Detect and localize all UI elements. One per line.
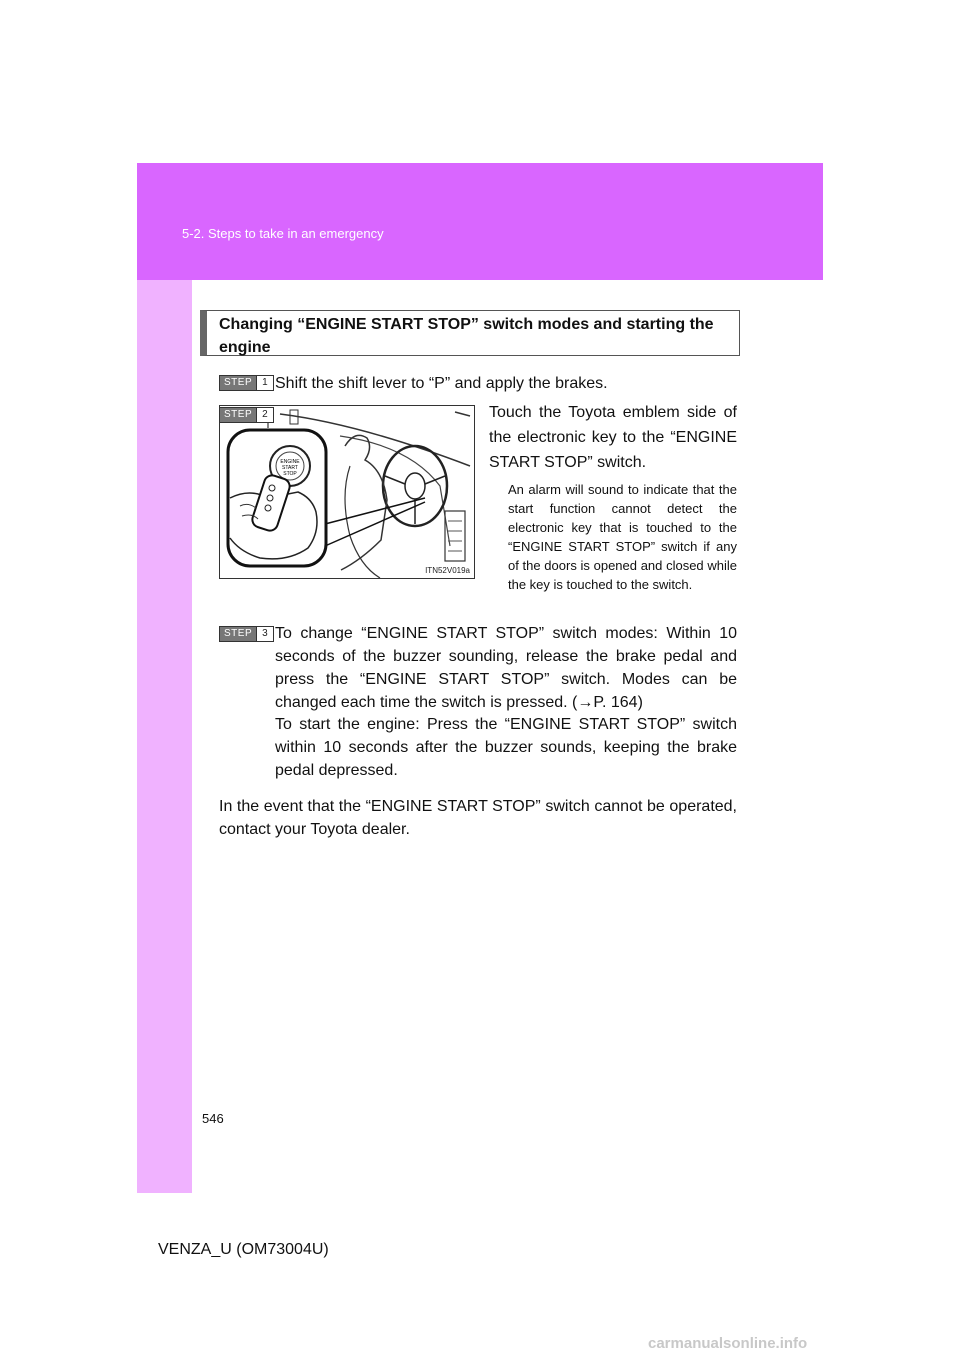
side-band bbox=[137, 280, 192, 1193]
step-number: 3 bbox=[256, 627, 273, 641]
step-3-extra: To start the engine: Press the “ENGINE START STOP” switch within 10 seconds after the buzzer sounds, keeping the brake pedal depressed. bbox=[275, 716, 737, 779]
section-path: 5-2. Steps to take in an emergency bbox=[182, 226, 384, 241]
watermark: carmanualsonline.info bbox=[648, 1335, 808, 1352]
step-1-badge bbox=[219, 375, 274, 391]
step-word: STEP bbox=[220, 627, 256, 641]
step-word: STEP bbox=[220, 408, 256, 422]
section-heading-box bbox=[200, 310, 740, 356]
page-number: 546 bbox=[202, 1111, 224, 1126]
step-2-text: Touch the Toyota emblem side of the electronic key to the “ENGINE START STOP” switch. bbox=[489, 404, 737, 471]
step-number: 1 bbox=[256, 376, 273, 390]
step-2-badge bbox=[219, 407, 274, 423]
illustration-code: ITN52V019a bbox=[425, 566, 470, 575]
switch-label: STOP bbox=[283, 471, 297, 477]
section-title: Changing “ENGINE START STOP” switch modes and starting the engine bbox=[219, 316, 714, 356]
footer-model-code: VENZA_U (OM73004U) bbox=[158, 1241, 329, 1258]
step-word: STEP bbox=[220, 376, 256, 390]
header-band bbox=[137, 163, 823, 280]
key-illustration bbox=[219, 405, 475, 579]
step-1-text: Shift the shift lever to “P” and apply the brakes. bbox=[275, 375, 608, 392]
switch-label: START bbox=[282, 465, 298, 471]
step-2-note: An alarm will sound to indicate that the start function cannot detect the electronic key that is touched to the “ENGINE START STOP” switch if any of the doors is opened and closed while the key is touched to the switch. bbox=[508, 482, 737, 592]
step-number: 2 bbox=[256, 408, 273, 422]
step-3-text bbox=[275, 622, 737, 714]
step-3-mode-text: To change “ENGINE START STOP” switch modes: Within 10 seconds of the buzzer sounding, release the brake pedal and press the “ENGINE START STOP” switch. Modes can be changed each time the switch is pressed. (→P. 164) bbox=[275, 625, 737, 711]
closing-paragraph: In the event that the “ENGINE START STOP” switch cannot be operated, contact your Toyota dealer. bbox=[219, 798, 737, 838]
switch-label: ENGINE bbox=[280, 459, 300, 465]
step-3-badge bbox=[219, 626, 274, 642]
